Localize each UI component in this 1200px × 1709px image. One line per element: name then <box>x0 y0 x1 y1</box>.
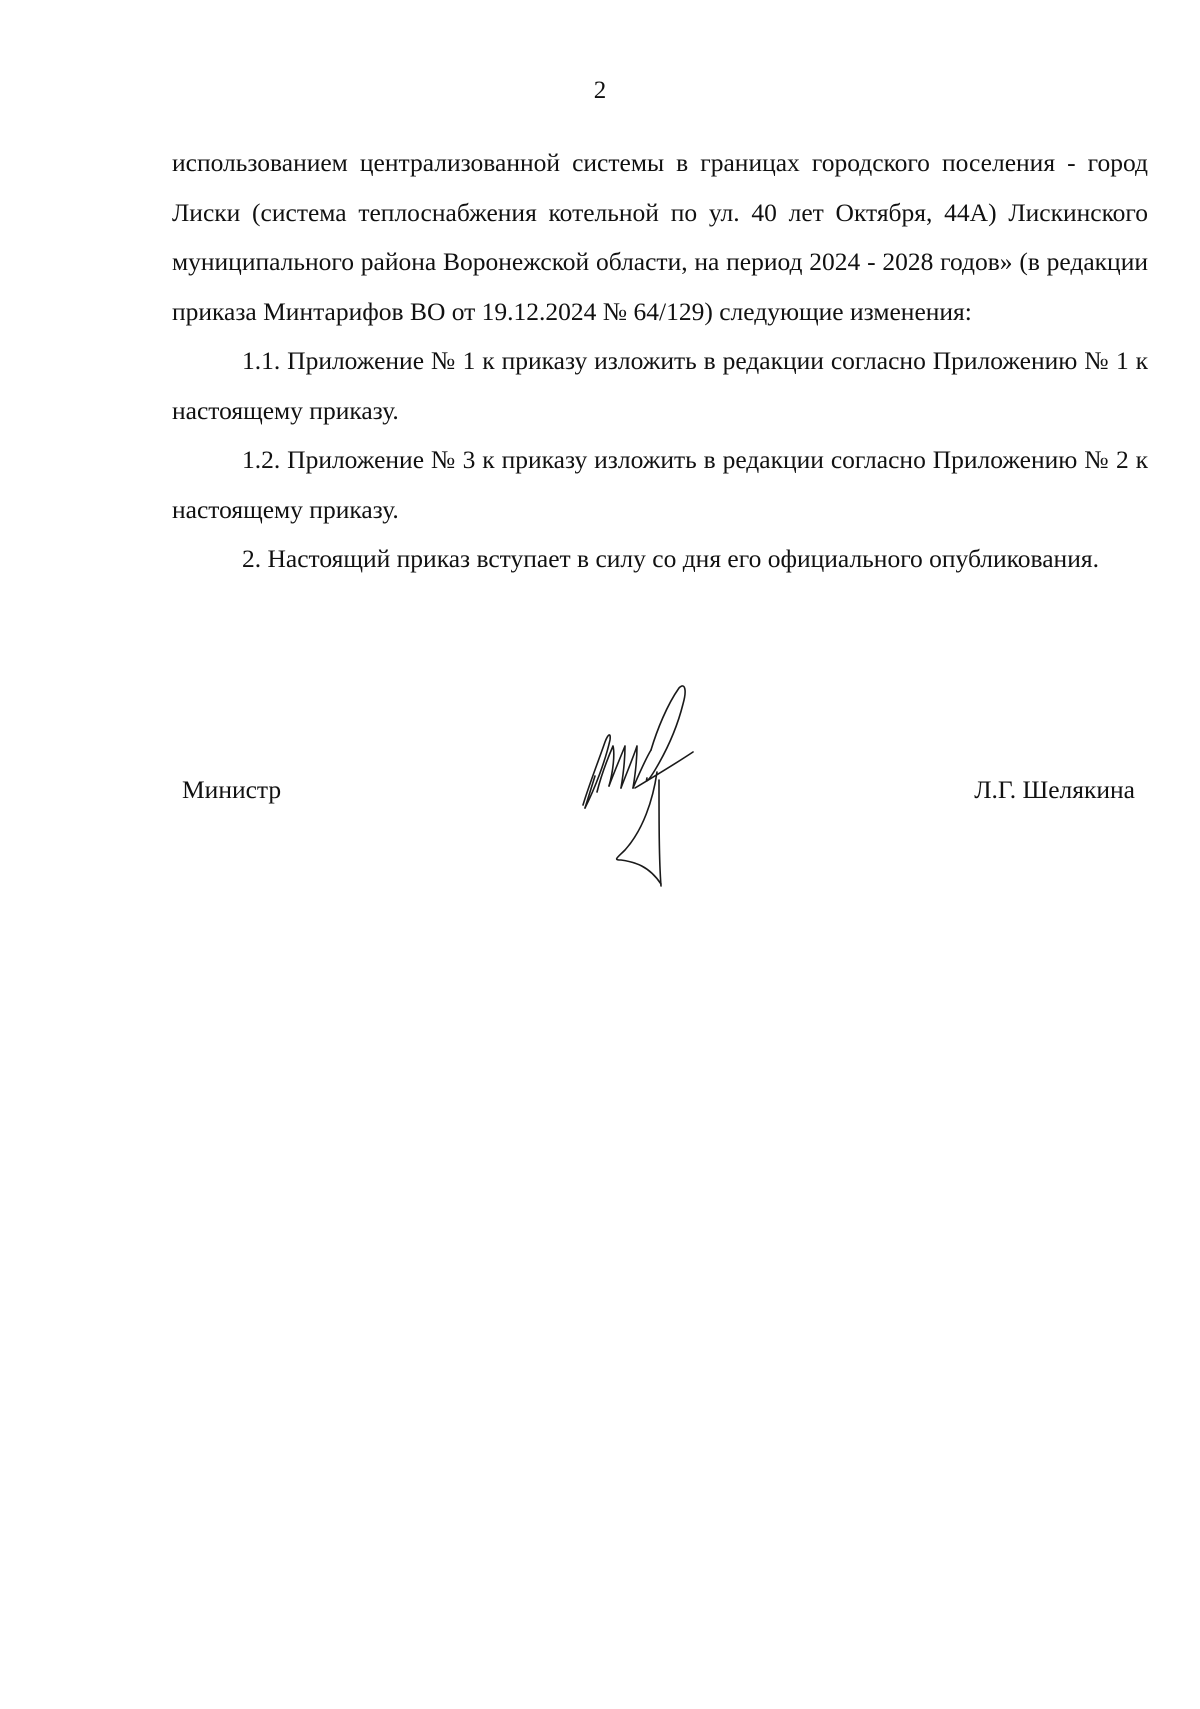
document-body <box>172 138 1148 584</box>
page-number: 2 <box>593 77 607 104</box>
signature-block <box>0 680 1200 920</box>
paragraph-continuation: использованием централизованной системы в границах городского поселения - город Лиски (система теплоснабжения котельной по ул. 40 лет Октября, 44А) Лискинского муниципального района Воронежской области, на период 2024 - 2028 годов» (в редакции приказа Минтарифов ВО от 19.12.2024 № 64/129) следующие изменения: <box>172 148 1148 326</box>
handwritten-signature <box>575 680 755 910</box>
signatory-name: Л.Г. Шелякина <box>974 775 1135 804</box>
signatory-title: Министр <box>182 775 282 804</box>
paragraph-item-2: 2. Настоящий приказ вступает в силу со дня его официального опубликования. <box>242 544 1099 573</box>
paragraph-item-1-1: 1.1. Приложение № 1 к приказу изложить в редакции согласно Приложению № 1 к настоящему приказу. <box>172 346 1148 425</box>
paragraph-item-1-2: 1.2. Приложение № 3 к приказу изложить в редакции согласно Приложению № 2 к настоящему приказу. <box>172 445 1148 524</box>
